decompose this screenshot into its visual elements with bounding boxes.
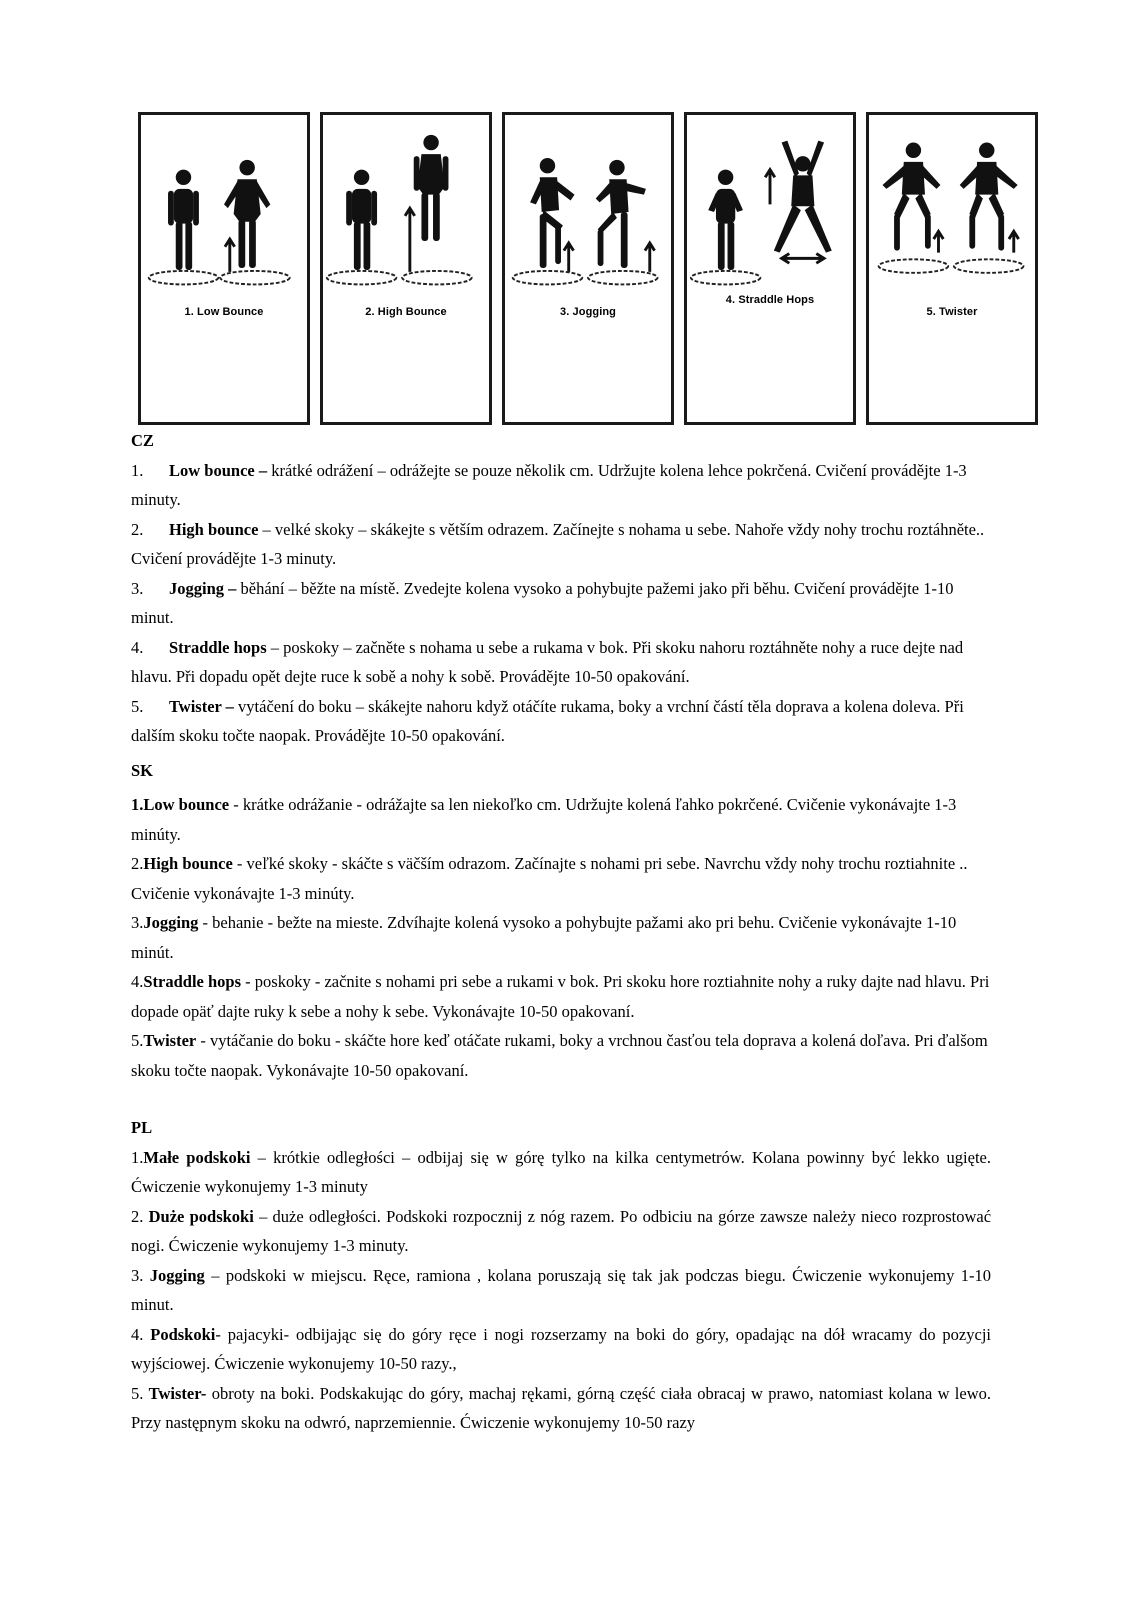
list-item: 1.Low bounce - krátke odrážanie - odrážajte sa len niekoľko cm. Udržujte kolená ľahko pokrčené. Cvičenie vykonávajte 1-3 minúty. — [131, 795, 957, 844]
language-heading: PL — [131, 1118, 153, 1137]
section-sk — [131, 756, 991, 1086]
panel-low-bounce — [138, 112, 310, 425]
list-item: 3. Jogging – podskoki w miejscu. Ręce, ramiona , kolana poruszają się tak jak podczas biegu. Ćwiczenie wykonujemy 1-10 minut. — [131, 1265, 992, 1314]
list-item: 4.Straddle hops - poskoky - začnite s nohami pri sebe a rukami v bok. Pri skoku hore roztiahnite nohy a ruky dajte nad hlavu. Pri dopade opäť dajte ruky k sebe a nohy k sebe. Vykonávajte 10-50 opakovaní. — [131, 972, 990, 1021]
language-heading: SK — [131, 760, 154, 780]
list-item: 5.Twister - vytáčanie do boku - skáčte hore keď otáčate rukami, boky a vrchnou časťou tela doprava a kolená doľava. Pri ďalšom skoku točte naopak. Vykonávajte 10-50 opakovaní. — [131, 1031, 988, 1080]
figure-caption: 4. Straddle Hops — [725, 294, 815, 306]
list-item: 5. Twister- obroty na boki. Podskakując do góry, machaj rękami, górną część ciała obracaj w prawo, natomiast kolana w lewo. Przy następnym skoku na odwró, naprzemiennie. Ćwiczenie wykonujemy 10-50 razy — [131, 1383, 991, 1432]
list-item: 1. Low bounce – krátké odrážení – odrážejte se pouze několik cm. Udržujte kolena lehce pokrčená. Cvičení provádějte 1-3 minuty. — [131, 460, 967, 509]
jogging-illustration — [505, 115, 671, 422]
panel-straddle-hops — [684, 112, 856, 425]
list-item: 3. Jogging – běhání – běžte na místě. Zvedejte kolena vysoko a pohybujte pažemi jako při běhu. Cvičení provádějte 1-10 minut. — [131, 578, 954, 627]
twister-illustration — [869, 115, 1035, 422]
list-item: 2.High bounce - veľké skoky - skáčte s väčším odrazom. Začínajte s nohami pri sebe. Navrchu vždy nohy trochu roztiahnite .. Cvičenie vykonávajte 1-3 minúty. — [131, 854, 968, 903]
figure-caption: 5. Twister — [926, 306, 978, 318]
list-item: 5. Twister – vytáčení do boku – skákejte nahoru když otáčíte rukama, boky a vrchní částí těla doprava a kolena doleva. Při dalším skoku točte naopak. Provádějte 10-50 opakování. — [131, 696, 964, 745]
high-bounce-illustration — [323, 115, 489, 422]
exercise-illustrations — [138, 112, 1070, 427]
figure-caption: 1. Low Bounce — [184, 306, 264, 318]
panel-twister — [866, 112, 1038, 425]
panel-jogging — [502, 112, 674, 425]
low-bounce-illustration — [141, 115, 307, 422]
language-heading: CZ — [131, 431, 154, 450]
straddle-hops-illustration — [687, 115, 853, 422]
section-cz — [131, 426, 991, 751]
list-item: 2. High bounce – velké skoky – skákejte s větším odrazem. Začínejte s nohama u sebe. Nahoře vždy nohy trochu roztáhněte.. Cvičení provádějte 1-3 minuty. — [131, 519, 985, 568]
list-item: 1.Małe podskoki – krótkie odległości – odbijaj się w górę tylko na kilka centymetrów. Kolana powinny być lekko ugięte. Ćwiczenie wykonujemy 1-3 minuty — [131, 1147, 991, 1196]
list-item: 3.Jogging - behanie - bežte na mieste. Zdvíhajte kolená vysoko a pohybujte pažami ako pri behu. Cvičenie vykonávajte 1-10 minút. — [131, 913, 957, 962]
exercise-descriptions — [131, 426, 991, 1438]
panel-high-bounce — [320, 112, 492, 425]
section-pl — [131, 1113, 991, 1438]
figure-caption: 2. High Bounce — [365, 306, 447, 318]
list-item: 4. Straddle hops – poskoky – začněte s nohama u sebe a rukama v bok. Při skoku nahoru roztáhněte nohy a ruce dejte nad hlavu. Při dopadu opět dejte ruce k sobě a nohy k sobě. Provádějte 10-50 opakování. — [131, 637, 964, 686]
figure-caption: 3. Jogging — [560, 306, 616, 318]
list-item: 2. Duże podskoki – duże odległości. Podskoki rozpocznij z nóg razem. Po odbiciu na górze zawsze należy nieco rozprostować nogi. Ćwiczenie wykonujemy 1-3 minuty. — [131, 1206, 992, 1255]
list-item: 4. Podskoki- pajacyki- odbijając się do góry ręce i nogi rozserzamy na boki do góry, opadając na dół wracamy do pozycji wyjściowej. Ćwiczenie wykonujemy 10-50 razy., — [131, 1324, 991, 1373]
